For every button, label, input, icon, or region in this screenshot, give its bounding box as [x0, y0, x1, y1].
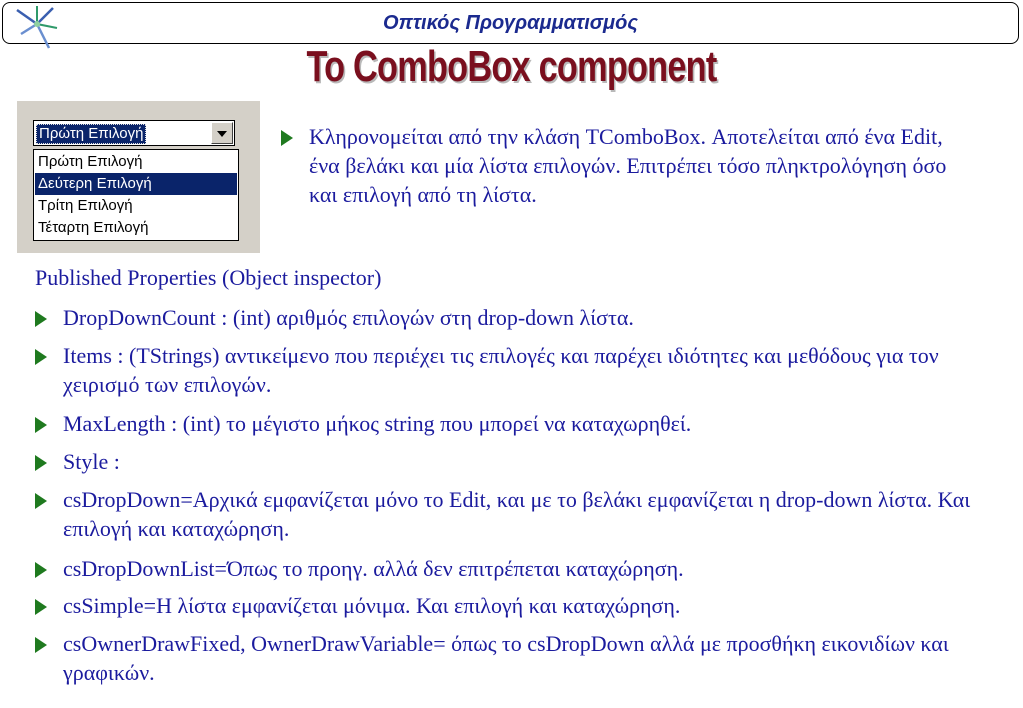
- property-text: DropDownCount : (int) αριθμός επιλογών στη drop-down λίστα.: [63, 305, 634, 330]
- property-item: [35, 485, 995, 543]
- bullet-arrow-icon: [35, 349, 47, 365]
- bullet-arrow-icon: [35, 455, 47, 471]
- property-text: csOwnerDrawFixed, OwnerDrawVariable= όπως το csDropDown αλλά με προσθήκη εικονιδίων και γραφικών.: [63, 631, 949, 685]
- combobox-option-selected[interactable]: Δεύτερη Επιλογή: [35, 173, 237, 195]
- bullet-arrow-icon: [35, 562, 47, 578]
- bullet-arrow-icon: [35, 637, 47, 653]
- property-item: [35, 591, 995, 620]
- course-title: Οπτικός Προγραμματισμός: [383, 12, 638, 34]
- bullet-arrow-icon: [35, 599, 47, 615]
- property-item: [35, 409, 995, 438]
- chevron-down-icon: [217, 131, 227, 137]
- intro-bullet: [281, 122, 971, 209]
- property-text: Items : (TStrings) αντικείμενο που περιέχει τις επιλογές και παρέχει ιδιότητες και μεθόδους για τον χειρισμό των επιλογών.: [63, 343, 939, 397]
- combobox-edit[interactable]: [33, 120, 235, 146]
- property-item: [35, 447, 995, 476]
- property-text: csDropDownList=Όπως το προηγ. αλλά δεν επιτρέπεται καταχώρηση.: [63, 556, 684, 581]
- slide-title: To ComboBox component: [306, 42, 717, 91]
- combobox-option[interactable]: Πρώτη Επιλογή: [38, 153, 143, 170]
- combobox-dropdown-button[interactable]: [211, 122, 233, 144]
- property-text: csDropDown=Αρχικά εμφανίζεται μόνο το Edit, και με το βελάκι εμφανίζεται η drop-down λίστα. Και επιλογή και καταχώρηση.: [63, 487, 971, 541]
- property-item: [35, 303, 995, 332]
- bullet-arrow-icon: [281, 130, 293, 146]
- property-item: [35, 554, 995, 583]
- property-text: csSimple=Η λίστα εμφανίζεται μόνιμα. Και επιλογή και καταχώρηση.: [63, 593, 681, 618]
- bullet-arrow-icon: [35, 493, 47, 509]
- bullet-arrow-icon: [35, 417, 47, 433]
- property-text: Style :: [63, 449, 120, 474]
- bullet-arrow-icon: [35, 311, 47, 327]
- properties-heading: Published Properties (Object inspector): [35, 265, 382, 290]
- combobox-option[interactable]: Τέταρτη Επιλογή: [38, 219, 149, 236]
- property-item: [35, 629, 995, 687]
- header-bar: [2, 2, 1019, 44]
- combobox-edit-value: Πρώτη Επιλογή: [36, 124, 146, 144]
- property-text: MaxLength : (int) το μέγιστο μήκος string που μπορεί να καταχωρηθεί.: [63, 411, 692, 436]
- intro-text: Κληρονομείται από την κλάση TComboBox. Αποτελείται από ένα Edit, ένα βελάκι και μία λίστα επιλογών. Επιτρέπει τόσο πληκτρολόγηση όσο και επιλογή από τη λίστα.: [309, 124, 947, 207]
- combobox-dropdown-list: [33, 149, 239, 241]
- combobox-screenshot: [17, 101, 260, 253]
- property-item: [35, 341, 995, 399]
- combobox-option[interactable]: Τρίτη Επιλογή: [38, 197, 133, 214]
